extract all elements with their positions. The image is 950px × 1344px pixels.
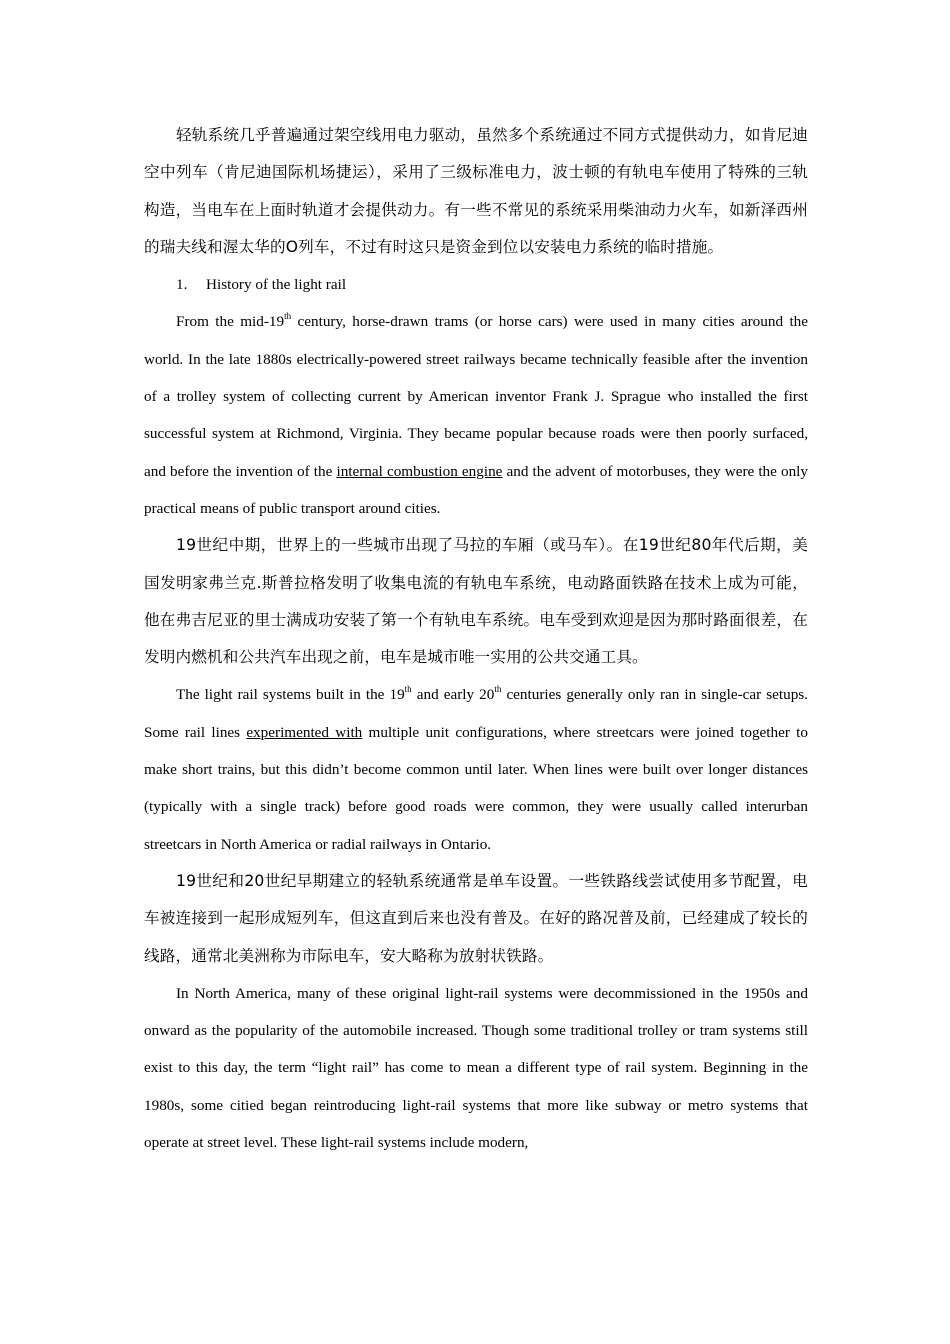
superscript: th [284,311,292,322]
paragraph-zh-horse-trams: 19世纪中期，世界上的一些城市出现了马拉的车厢（或马车）。在19世纪80年代后期，美国发明家弗兰克.斯普拉格发明了收集电流的有轨电车系统，电动路面铁路在技术上成为可能，他在弗吉尼亚的里士满成功安装了第一个有轨电车系统。电车受到欢迎是因为那时路面很差，在发明内燃机和公共汽车出现之前，电车是城市唯一实用的公共交通工具。 [144,536,808,667]
paragraph-en-north-america: In North America, many of these original light-rail systems were decommissioned in the 1950s and onward as the popularity of the automobile increased. Though some traditional trolley or tram systems still exist to this day, the term “light rail” has come to mean a different type of rail system. Beginning in the 1980s, some citied began reintroducing light-rail systems that more like subway or metro systems that operate at street level. These light-rail systems include modern, [144,984,808,1152]
paragraph-text: century, horse-drawn trams (or horse cars) were used in many cities around the world. In the late 1880s electrically-powered street railways became technically feasible after the invention of a trolley system of collecting current by American inventor Frank J. Sprague who installed the first successful system at Richmond, Virginia. They became popular because roads were then poorly surfaced, and before the invention of the [144,313,808,480]
internal-combustion-engine-link[interactable]: internal combustion engine [336,462,503,480]
paragraph-zh-power-systems: 轻轨系统几乎普遍通过架空线用电力驱动，虽然多个系统通过不同方式提供动力，如肯尼迪空中列车（肯尼迪国际机场捷运），采用了三级标准电力，波士顿的有轨电车使用了特殊的三轨构造，当电车在上面时轨道才会提供动力。有一些不常见的系统采用柴油动力火车，如新泽西州的瑞夫线和渥太华的O列车，不过有时这只是资金到位以安装电力系统的临时措施。 [144,126,808,256]
paragraph-en-single-car [144,676,808,862]
superscript: th [404,684,412,695]
paragraph-text: and early 20 [411,686,495,704]
section-heading-number: 1. [176,276,188,294]
paragraph-en-horse-trams [144,303,808,527]
paragraph-zh-single-car: 19世纪和20世纪早期建立的轻轨系统通常是单车设置。一些铁路线尝试使用多节配置，电车被连接到一起形成短列车，但这直到后来也没有普及。在好的路况普及前，已经建成了较长的线路，通常北美洲称为市际电车，安大略称为放射状铁路。 [144,871,808,965]
experimented-with-link[interactable]: experimented with [246,723,363,741]
paragraph-text: From the mid-19 [176,313,285,331]
paragraph-text: centuries generally only ran in single-car setups. Some rail lines [144,686,809,741]
paragraph-text: and the advent of motorbuses, they were the only practical means of public transport around cities. [144,462,808,517]
document-body [144,117,808,1161]
paragraph-text: The light rail systems built in the 19 [176,686,405,704]
section-heading [144,266,808,303]
paragraph-text: multiple unit configurations, where streetcars were joined together to make short trains, but this didn’t become common until later. When lines were built over longer distances (typically with a single track) before good roads were common, they were usually called interurban streetcars in North America or radial railways in Ontario. [144,723,808,853]
superscript: th [494,684,502,695]
section-heading-text: History of the light rail [206,276,347,294]
